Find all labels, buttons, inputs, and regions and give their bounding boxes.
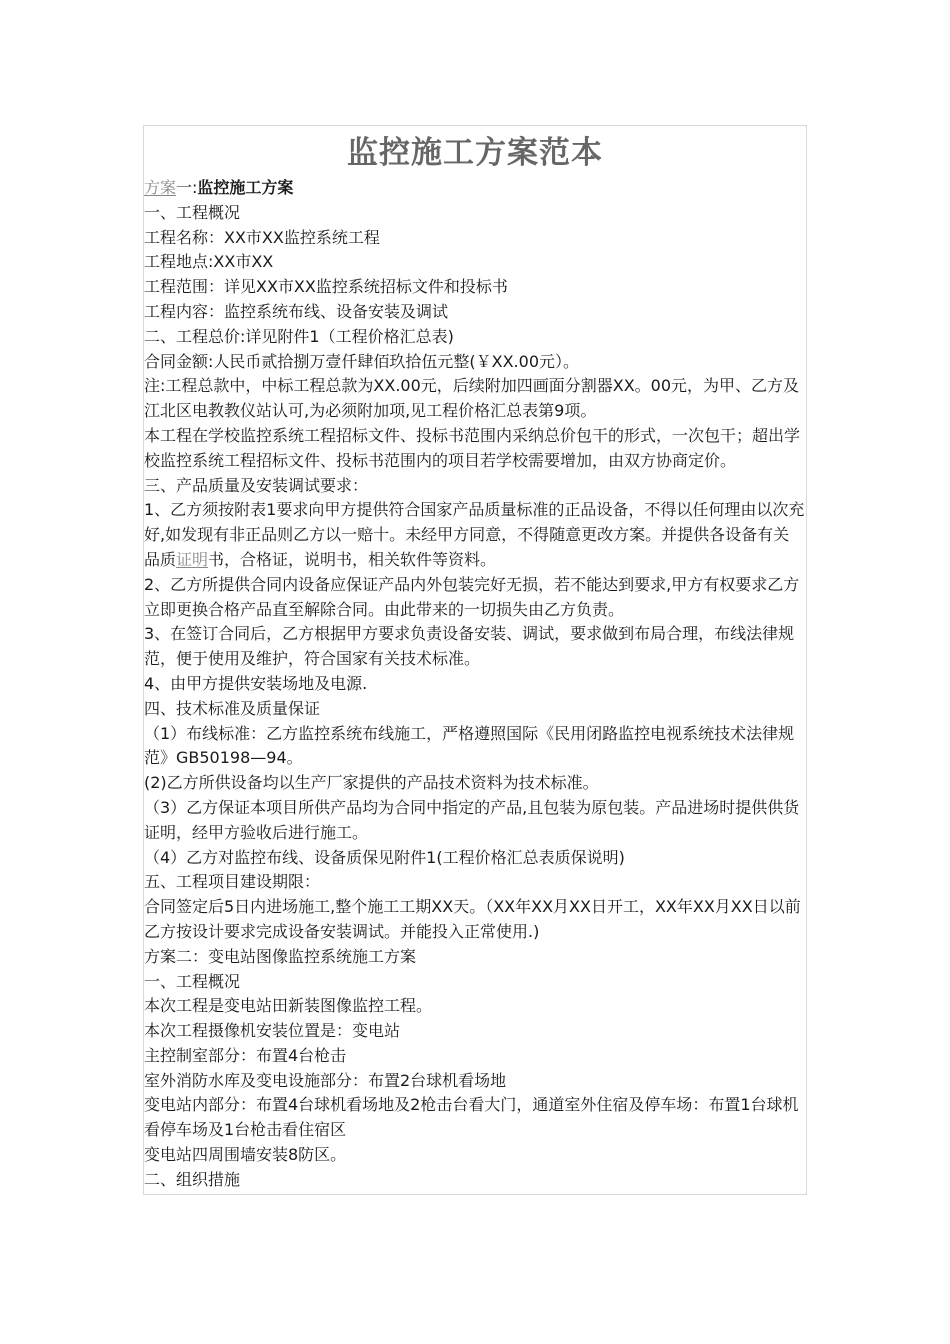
clause-1-text: 1、乙方须按附表1要求向甲方提供符合国家产品质量标准的正品设备，不得以任何理由以次充好,如发现有非正品则乙方以一赔十。未经甲方同意，不得随意更改方案。并提供各设备有关品质 bbox=[144, 500, 805, 569]
paragraph: (2)乙方所供设备均以生产厂家提供的产品技术资料为技术标准。 bbox=[144, 773, 599, 793]
document-body bbox=[144, 176, 805, 1193]
clause-1-text-end: 书，合格证，说明书，相关软件等资料。 bbox=[208, 549, 497, 569]
paragraph: 2、乙方所提供合同内设备应保证产品内外包装完好无损，若不能达到要求,甲方有权要求乙方立即更换合格产品直至解除合同。由此带来的一切损失由乙方负责。 bbox=[144, 574, 800, 619]
paragraph: 室外消防水库及变电设施部分：布置2台球机看场地 bbox=[144, 1070, 507, 1090]
paragraph: 二、工程总价:详见附件1（工程价格汇总表) bbox=[144, 326, 454, 346]
document-title: 监控施工方案范本 bbox=[347, 135, 603, 171]
paragraph: 4、由甲方提供安装场地及电源. bbox=[144, 673, 368, 693]
paragraph: 方案二：变电站图像监控系统施工方案 bbox=[144, 946, 417, 966]
clause-1 bbox=[144, 498, 805, 572]
paragraph: 合同金额:人民币贰拾捌万壹仟肆佰玖拾伍元整(￥XX.00元）。 bbox=[144, 351, 580, 371]
scheme-link[interactable]: 方案 bbox=[144, 178, 177, 197]
paragraph: 一、工程概况 bbox=[144, 971, 241, 991]
paragraph: （4）乙方对监控布线、设备质保见附件1(工程价格汇总表质保说明) bbox=[144, 847, 625, 867]
paragraph: 本次工程摄像机安装位置是：变电站 bbox=[144, 1021, 401, 1041]
paragraph: 主控制室部分：布置4台枪击 bbox=[144, 1045, 347, 1065]
paragraph: （1）布线标准：乙方监控系统布线施工，严格遵照国际《民用闭路监控电视系统技术法律规范》GB50198—94。 bbox=[144, 723, 795, 768]
paragraph: 合同签定后5日内进场施工,整个施工工期XX天。（XX年XX月XX日开工，XX年XX月XX日以前乙方按设计要求完成设备安装调试。并能投入正常使用.) bbox=[144, 897, 801, 941]
paragraph: 四、技术标准及质量保证 bbox=[144, 698, 321, 718]
lead-rest: 一: bbox=[176, 178, 198, 197]
paragraph: 本工程在学校监控系统工程招标文件、投标书范围内采纳总价包干的形式，一次包干；超出学校监控系统工程招标文件、投标书范围内的项目若学校需要增加，由双方协商定价。 bbox=[144, 425, 801, 470]
paragraph: 工程范围：详见XX市XX监控系统招标文件和投标书 bbox=[144, 277, 508, 297]
lead-line bbox=[144, 176, 805, 201]
paragraph: 一、工程概况 bbox=[144, 202, 241, 222]
paragraph: 二、组织措施 bbox=[144, 1169, 241, 1189]
paragraph: 注:工程总款中，中标工程总款为XX.00元，后续附加四画面分割器XX。00元，为甲、乙方及江北区电教教仪站认可,为必须附加项,见工程价格汇总表第9项。 bbox=[144, 376, 800, 421]
paragraph: 工程内容：监控系统布线、设备安装及调试 bbox=[144, 301, 449, 321]
paragraph: 本次工程是变电站田新装图像监控工程。 bbox=[144, 996, 433, 1016]
paragraph: 三、产品质量及安装调试要求： bbox=[144, 475, 369, 495]
paragraph: 五、工程项目建设期限： bbox=[144, 872, 321, 892]
lead-heading: 监控施工方案 bbox=[197, 178, 294, 197]
paragraph: 变电站四周围墙安装8防区。 bbox=[144, 1145, 347, 1165]
paragraph: 变电站内部分：布置4台球机看场地及2枪击台看大门，通道室外住宿及停车场：布置1台球机看停车场及1台枪击看住宿区 bbox=[144, 1095, 799, 1140]
paragraph: 工程名称：XX市XX监控系统工程 bbox=[144, 227, 380, 247]
paragraph: 工程地点:XX市XX bbox=[144, 252, 274, 272]
paragraph: （3）乙方保证本项目所供产品均为合同中指定的产品,且包装为原包装。产品进场时提供供货证明，经甲方验收后进行施工。 bbox=[144, 797, 800, 842]
paragraph: 3、在签订合同后，乙方根据甲方要求负责设备安装、调试，要求做到布局合理，布线法律规范，便于使用及维护，符合国家有关技术标准。 bbox=[144, 624, 795, 669]
certificate-link[interactable]: 证明 bbox=[176, 549, 209, 569]
